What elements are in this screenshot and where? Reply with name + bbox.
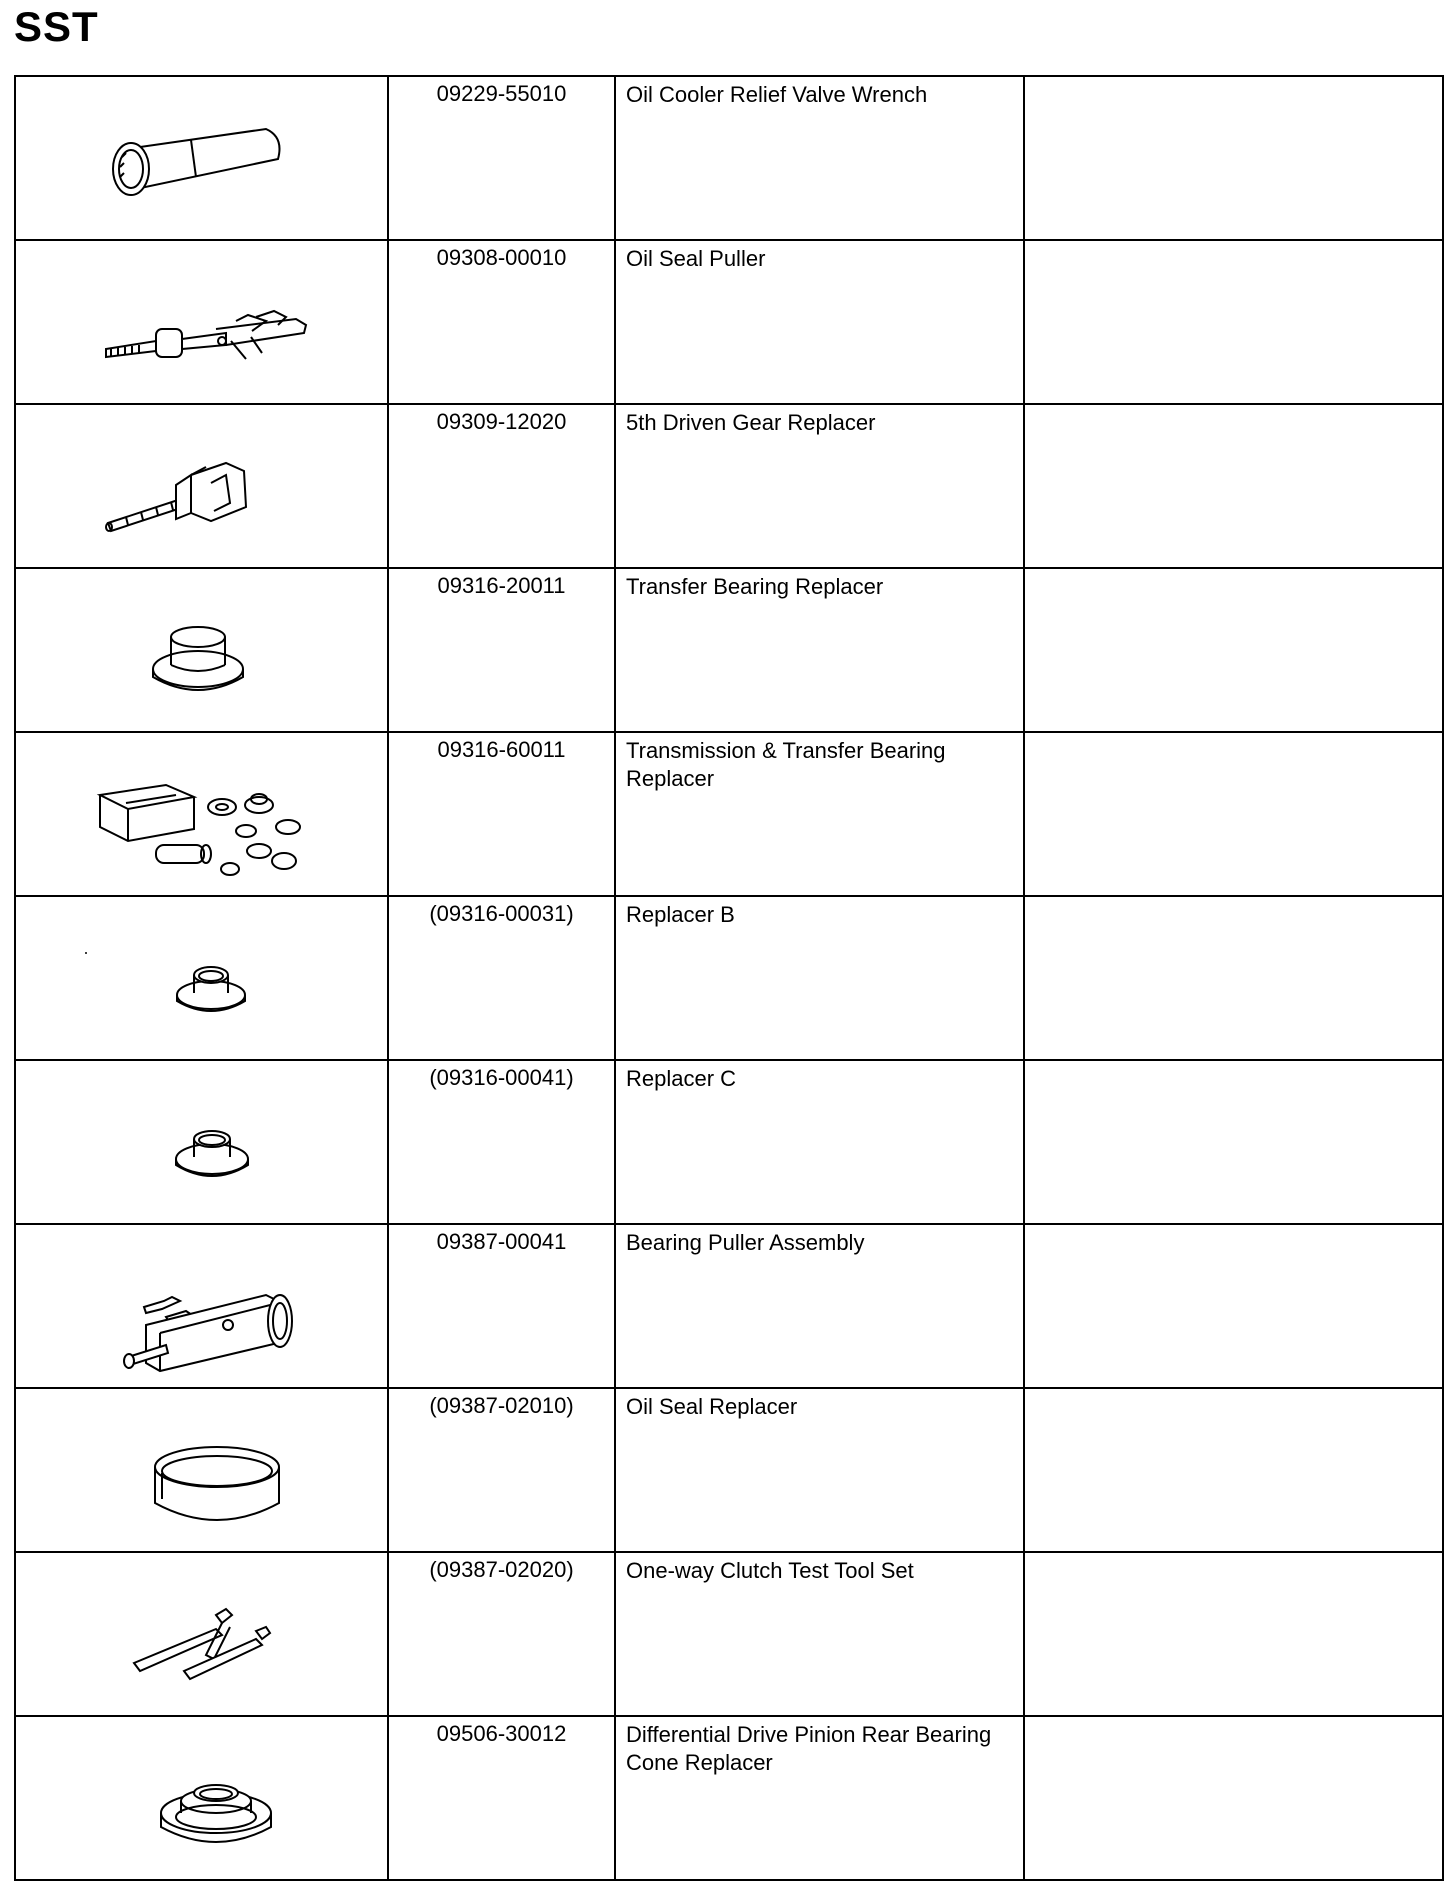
tool-code: (09387-02020) <box>388 1552 615 1716</box>
tool-code: 09316-60011 <box>388 732 615 896</box>
tool-name: One-way Clutch Test Tool Set <box>615 1552 1024 1716</box>
cone-replacer-icon <box>16 1717 387 1875</box>
tool-image-cell <box>15 568 388 732</box>
tool-image-cell <box>15 732 388 896</box>
tool-name: 5th Driven Gear Replacer <box>615 404 1024 568</box>
tool-image-cell <box>15 1552 388 1716</box>
tool-code: 09387-00041 <box>388 1224 615 1388</box>
table-row <box>15 76 1443 240</box>
replacer-b-icon <box>16 897 387 1055</box>
table-row <box>15 568 1443 732</box>
table-row <box>15 1060 1443 1224</box>
tool-name: Transmission & Transfer Bearing Replacer <box>615 732 1024 896</box>
blank-cell <box>1024 1224 1443 1388</box>
bearing-replacer-icon <box>16 569 387 727</box>
tool-code: (09316-00031) <box>388 896 615 1060</box>
tool-image-cell <box>15 1224 388 1388</box>
table-row <box>15 732 1443 896</box>
tool-image-cell <box>15 1716 388 1880</box>
tool-code: (09316-00041) <box>388 1060 615 1224</box>
page-title: SST <box>14 3 99 50</box>
replacer-c-icon <box>16 1061 387 1219</box>
tool-image-cell <box>15 1388 388 1552</box>
tool-name: Oil Cooler Relief Valve Wrench <box>615 76 1024 240</box>
tool-image-cell <box>15 1060 388 1224</box>
blank-cell <box>1024 76 1443 240</box>
tool-name: Replacer B <box>615 896 1024 1060</box>
wrench-socket-icon <box>16 77 387 235</box>
tool-code: 09309-12020 <box>388 404 615 568</box>
seal-ring-icon <box>16 1389 387 1547</box>
tool-code: 09229-55010 <box>388 76 615 240</box>
tool-image-cell <box>15 76 388 240</box>
table-row <box>15 1224 1443 1388</box>
table-row <box>15 1388 1443 1552</box>
tool-name: Replacer C <box>615 1060 1024 1224</box>
tool-code: 09308-00010 <box>388 240 615 404</box>
tool-name: Transfer Bearing Replacer <box>615 568 1024 732</box>
blank-cell <box>1024 1388 1443 1552</box>
blank-cell <box>1024 404 1443 568</box>
table-row <box>15 1552 1443 1716</box>
tool-name: Oil Seal Replacer <box>615 1388 1024 1552</box>
tool-image-cell <box>15 404 388 568</box>
clutch-test-tool-icon <box>16 1553 387 1711</box>
tool-image-cell <box>15 896 388 1060</box>
table-row <box>15 896 1443 1060</box>
tool-code: 09316-20011 <box>388 568 615 732</box>
blank-cell <box>1024 1716 1443 1880</box>
blank-cell <box>1024 1552 1443 1716</box>
table-row <box>15 1716 1443 1880</box>
bearing-puller-icon <box>16 1225 387 1383</box>
tool-code: (09387-02010) <box>388 1388 615 1552</box>
bearing-replacer-set-icon <box>16 733 387 891</box>
sst-table <box>14 75 1444 1881</box>
table-row <box>15 404 1443 568</box>
table-row <box>15 240 1443 404</box>
blank-cell <box>1024 568 1443 732</box>
blank-cell <box>1024 732 1443 896</box>
tool-name: Differential Drive Pinion Rear Bearing Cone Replacer <box>615 1716 1024 1880</box>
gear-replacer-icon <box>16 405 387 563</box>
blank-cell <box>1024 1060 1443 1224</box>
tool-name: Bearing Puller Assembly <box>615 1224 1024 1388</box>
blank-cell <box>1024 240 1443 404</box>
blank-cell <box>1024 896 1443 1060</box>
oil-seal-puller-icon <box>16 241 387 399</box>
tool-image-cell <box>15 240 388 404</box>
tool-name: Oil Seal Puller <box>615 240 1024 404</box>
tool-code: 09506-30012 <box>388 1716 615 1880</box>
